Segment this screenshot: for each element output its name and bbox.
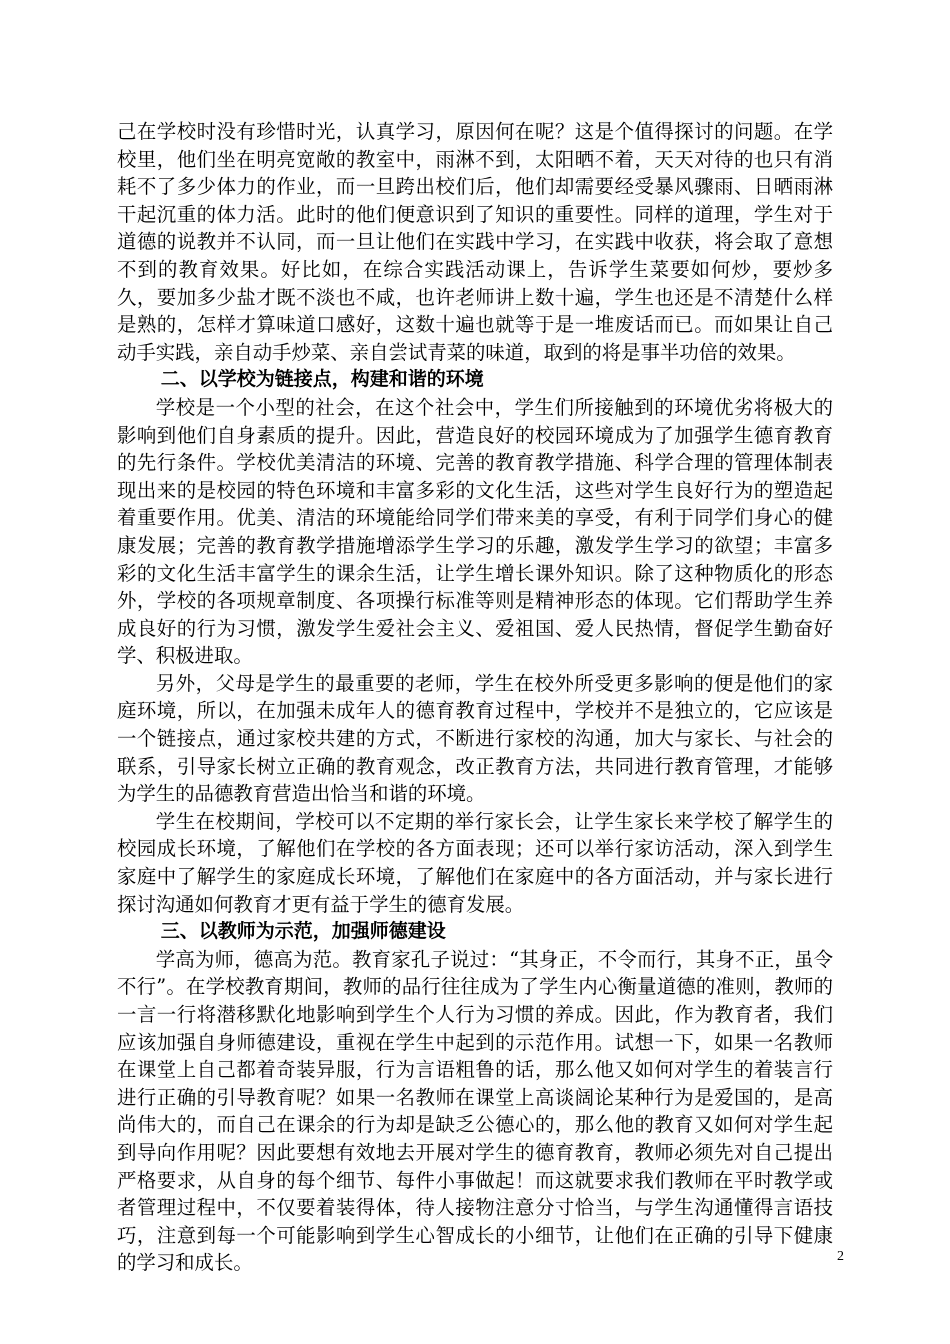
- page-number: 2: [837, 1249, 844, 1264]
- body-paragraph: 学高为师，德高为范。教育家孔子说过：“其身正，不令而行，其身不正，虽令不行”。在学校教育期间，教师的品行往往成为了学生内心衡量道德的准则，教师的一言一行将潜移默化地影响到学生个人行为习惯的养成。因此，作为教育者，我们应该加强自身师德建设，重视在学生中起到的示范作用。试想一下，如果一名教师在课堂上自己都着奇装异服，行为言语粗鲁的话，那么他又如何对学生的着装言行进行正确的引导教育呢？如果一名教师在课堂上高谈阔论某种行为是爱国的，是高尚伟大的，而自己在课余的行为却是缺乏公德心的，那么他的教育又如何对学生起到导向作用呢？因此要想有效地去开展对学生的德育教育，教师必须先对自己提出严格要求，从自身的每个细节、每件小事做起！而这就要求我们教师在平时教学或者管理过程中，不仅要着装得体，待人接物注意分寸恰当，与学生沟通懂得言语技巧，注意到每一个可能影响到学生心智成长的小细节，让他们在正确的引导下健康的学习和成长。: [117, 947, 833, 1275]
- section-heading: 二、以学校为链接点，构建和谐的环境: [160, 368, 484, 391]
- document-page: [117, 118, 833, 1277]
- body-paragraph: 另外，父母是学生的最重要的老师，学生在校外所受更多影响的便是他们的家庭环境，所以，在加强未成年人的德育教育过程中，学校并不是独立的，它应该是一个链接点，通过家校共建的方式，不断进行家校的沟通，加大与家长、与社会的联系，引导家长树立正确的教育观念，改正教育方法，共同进行教育管理，才能够为学生的品德教育营造出恰当和谐的环境。: [117, 671, 833, 806]
- body-paragraph: 学校是一个小型的社会，在这个社会中，学生们所接触到的环境优劣将极大的影响到他们自身素质的提升。因此，营造良好的校园环境成为了加强学生德育教育的先行条件。学校优美清洁的环境、完善的教育教学措施、科学合理的管理体制表现出来的是校园的特色环境和丰富多彩的文化生活，这些对学生良好行为的塑造起着重要作用。优美、清洁的环境能给同学们带来美的享受，有利于同学们身心的健康发展；完善的教育教学措施增添学生学习的乐趣，激发学生学习的欲望；丰富多彩的文化生活丰富学生的课余生活，让学生增长课外知识。除了这种物质化的形态外，学校的各项规章制度、各项操行标准等则是精神形态的体现。它们帮助学生养成良好的行为习惯，激发学生爱社会主义、爱祖国、爱人民热情，督促学生勤奋好学、积极进取。: [117, 395, 833, 668]
- section-heading: 三、以教师为示范，加强师德建设: [160, 920, 446, 943]
- body-paragraph: 己在学校时没有珍惜时光，认真学习，原因何在呢？这是个值得探讨的问题。在学校里，他们坐在明亮宽敞的教室中，雨淋不到，太阳晒不着，天天对待的也只有消耗不了多少体力的作业，而一旦跨出校们后，他们却需要经受暴风骤雨、日晒雨淋干起沉重的体力活。此时的他们便意识到了知识的重要性。同样的道理，学生对于道德的说教并不认同，而一旦让他们在实践中学习，在实践中收获，将会取了意想不到的教育效果。好比如，在综合实践活动课上，告诉学生菜要如何炒，要炒多久，要加多少盐才既不淡也不咸，也许老师讲上数十遍，学生也还是不清楚什么样是熟的，怎样才算味道口感好，这数十遍也就等于是一堆废话而已。而如果让自己动手实践，亲自动手炒菜、亲自尝试青菜的味道，取到的将是事半功倍的效果。: [117, 120, 833, 364]
- body-paragraph: 学生在校期间，学校可以不定期的举行家长会，让学生家长来学校了解学生的校园成长环境，了解他们在学校的各方面表现；还可以举行家访活动，深入到学生家庭中了解学生的家庭成长环境，了解他们在家庭中的各方面活动，并与家长进行探讨沟通如何教育才更有益于学生的德育发展。: [117, 809, 833, 916]
